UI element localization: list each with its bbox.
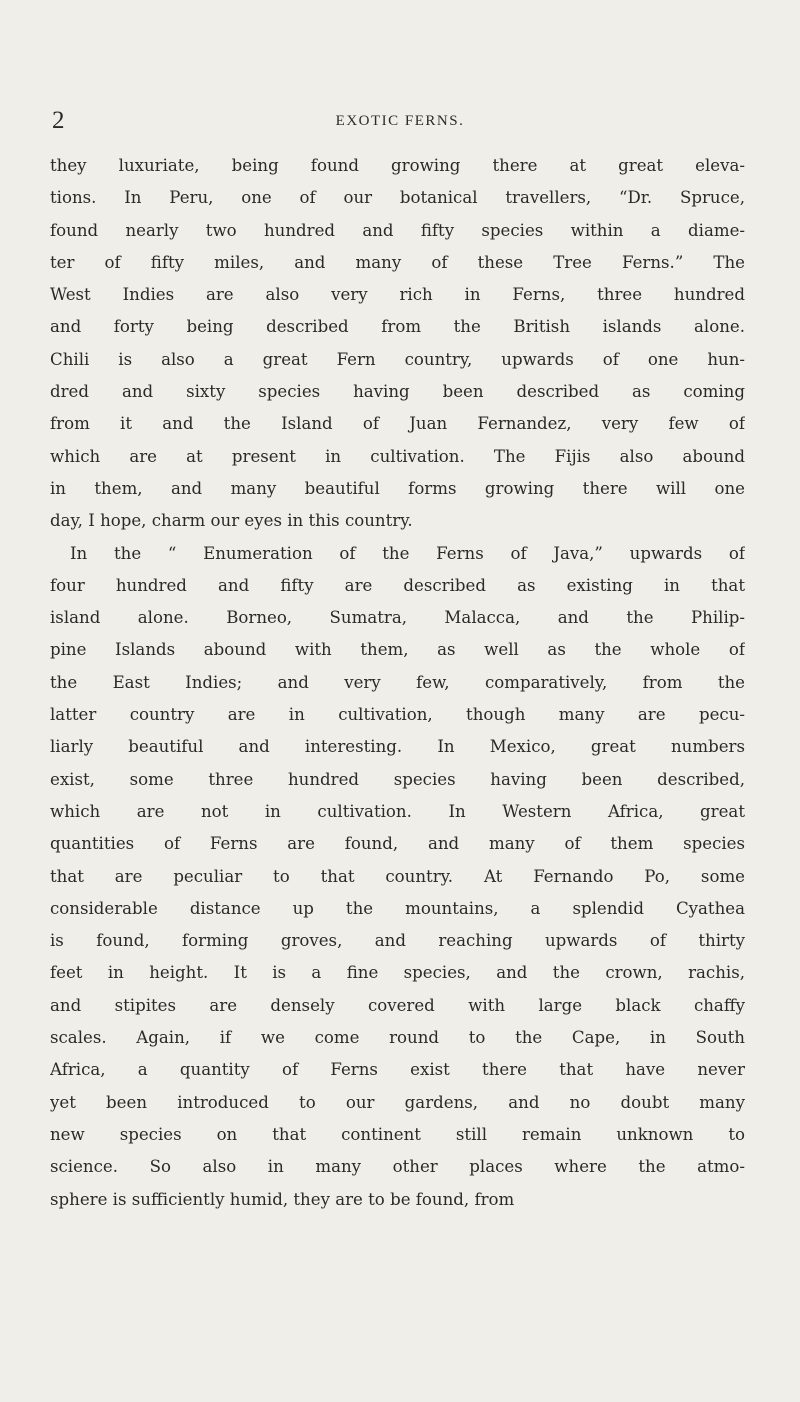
text-line: which are at present in cultivation. The Fijis also abound bbox=[50, 446, 745, 466]
text-line: that are peculiar to that country. At Fernando Po, some bbox=[50, 866, 745, 886]
text-line: ter of fifty miles, and many of these Tree Ferns.” The bbox=[50, 252, 745, 272]
text-line: considerable distance up the mountains, a splendid Cyathea bbox=[50, 898, 745, 918]
text-line: West Indies are also very rich in Ferns, three hundred bbox=[50, 285, 745, 305]
text-line: the East Indies; and very few, comparatively, from the bbox=[50, 672, 745, 692]
text-line: new species on that continent still remain unknown to bbox=[50, 1124, 745, 1144]
text-line: Chili is also a great Fern country, upwards of one hun- bbox=[50, 349, 745, 369]
text-line: island alone. Borneo, Sumatra, Malacca, and the Philip- bbox=[50, 608, 745, 628]
text-line: exist, some three hundred species having been described, bbox=[50, 769, 745, 789]
text-line: which are not in cultivation. In Western Africa, great bbox=[50, 801, 745, 821]
text-line: feet in height. It is a fine species, and the crown, rachis, bbox=[50, 963, 745, 983]
page-number: 2 bbox=[52, 107, 65, 134]
text-line: Africa, a quantity of Ferns exist there that have never bbox=[50, 1060, 745, 1080]
text-line: scales. Again, if we come round to the Cape, in South bbox=[50, 1028, 745, 1048]
running-head: EXOTIC FERNS. bbox=[335, 113, 465, 129]
text-line: they luxuriate, being found growing there at great eleva- bbox=[50, 156, 745, 175]
text-line: In the “ Enumeration of the Ferns of Java,” upwards of bbox=[70, 543, 745, 563]
text-line: quantities of Ferns are found, and many of them species bbox=[50, 834, 745, 854]
body-text bbox=[50, 150, 745, 1216]
text-line: four hundred and fifty are described as existing in that bbox=[50, 575, 745, 595]
text-line: tions. In Peru, one of our botanical travellers, “Dr. Spruce, bbox=[50, 188, 745, 208]
text-line: dred and sixty species having been described as coming bbox=[50, 382, 745, 402]
text-line: latter country are in cultivation, though many are pecu- bbox=[50, 705, 745, 725]
text-line: science. So also in many other places where the atmo- bbox=[50, 1157, 745, 1177]
text-line: yet been introduced to our gardens, and no doubt many bbox=[50, 1092, 745, 1112]
text-line: pine Islands abound with them, as well as the whole of bbox=[50, 640, 745, 660]
text-line: is found, forming groves, and reaching upwards of thirty bbox=[50, 931, 745, 951]
text-line: found nearly two hundred and fifty species within a diame- bbox=[50, 220, 745, 240]
text-line: liarly beautiful and interesting. In Mexico, great numbers bbox=[50, 737, 745, 757]
text-line: sphere is sufficiently humid, they are to be found, from bbox=[50, 1189, 515, 1209]
text-line: from it and the Island of Juan Fernandez, very few of bbox=[50, 414, 745, 434]
text-line: and stipites are densely covered with large black chaffy bbox=[50, 995, 745, 1015]
text-line: in them, and many beautiful forms growing there will one bbox=[50, 478, 745, 498]
text-line: and forty being described from the British islands alone. bbox=[50, 317, 745, 337]
page-header bbox=[50, 106, 750, 136]
text-line: day, I hope, charm our eyes in this country. bbox=[50, 511, 413, 531]
